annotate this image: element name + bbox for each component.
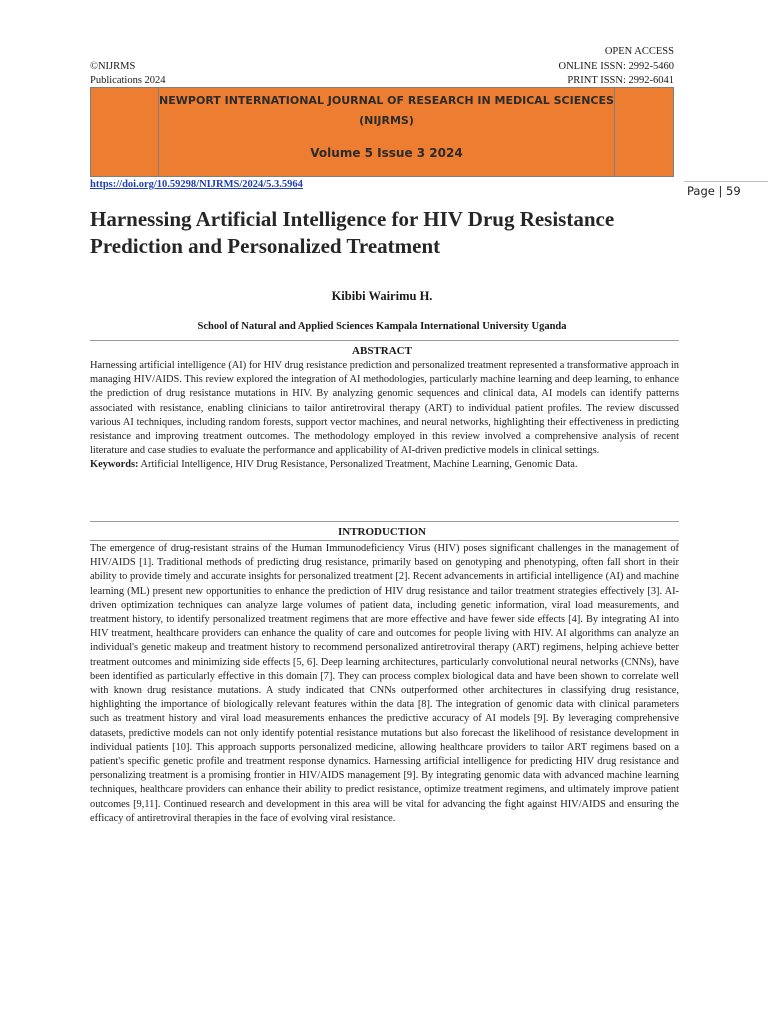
copyright-text: ©NIJRMS bbox=[90, 61, 136, 72]
volume-issue: Volume 5 Issue 3 2024 bbox=[310, 146, 463, 160]
journal-abbrev: (NIJRMS) bbox=[359, 114, 414, 127]
abstract-heading: ABSTRACT bbox=[352, 345, 412, 357]
keywords-line bbox=[90, 458, 679, 472]
keywords-text: Artificial Intelligence, HIV Drug Resistance, Personalized Treatment, Machine Learning, Genomic Data. bbox=[140, 459, 578, 471]
article-title: Harnessing Artificial Intelligence for HIV Drug Resistance Prediction and Personalized Treatment bbox=[90, 207, 615, 258]
journal-name: NEWPORT INTERNATIONAL JOURNAL OF RESEARCH IN MEDICAL SCIENCES bbox=[159, 94, 614, 107]
banner-right-cell bbox=[614, 88, 673, 176]
keywords-label: Keywords: bbox=[90, 459, 139, 471]
introduction-heading: INTRODUCTION bbox=[337, 526, 426, 538]
abstract-top-rule bbox=[90, 340, 679, 341]
abstract-bottom-rule bbox=[90, 521, 679, 522]
introduction-rule bbox=[90, 540, 679, 541]
affiliation: School of Natural and Applied Sciences Kampala International University Uganda bbox=[197, 321, 567, 332]
introduction-text: The emergence of drug-resistant strains of the Human Immunodeficiency Virus (HIV) poses significant challenges in the management of HIV/AIDS [1]. Traditional methods of predicting drug resistance, primarily based on genotyping and phenotyping, often fall short in their ability to provide timely and accurate insights for personalized treatment [2]. Recent advancements in artificial intelligence (AI) and machine learning (ML) present new opportunities to enhance the prediction of HIV drug resistance and tailor treatment strategies effectively [3]. AI-driven optimization techniques can analyze large volumes of patient data, including genetic information, viral load measurements, and treatment history, to identify personalized treatment regimens that are more effective and have fewer side effects [4]. By integrating AI into HIV treatment, healthcare providers can enhance the quality of care and outcomes for people living with HIV. AI algorithms can analyze an individual's genetic makeup and treatment history to recommend personalized antiretroviral therapy (ART) regimens, helping achieve better treatment outcomes and minimizing side effects [5, 6]. Deep learning architectures, particularly convolutional neural networks (CNNs), have been identified as particularly effective in this domain [7]. They can process complex biological data and have been shown to correlate well with known drug resistance mutations. A study indicated that CNNs outperformed other architectures in classifying drug resistance, highlighting the importance of biologically relevant features within the data [8]. The integration of genomic data with clinical parameters such as treatment history and viral load measurements enhances the predictive accuracy of AI models [9]. By leveraging comprehensive datasets, predictive models can not only identify potential resistance mutations but also forecast the likelihood of resistance development in individual patients [10]. This approach supports personalized medicine, allowing healthcare providers to tailor ART regimens based on a patient's specific genetic profile and treatment response dynamics. Harnessing artificial intelligence for predicting HIV drug resistance and personalizing treatment is a promising frontier in HIV/AIDS management [9]. By integrating genomic data with advanced machine learning techniques, healthcare providers can enhance their ability to predict resistance, optimize treatment regimens, and ultimately improve patient outcomes [9,11]. Continued research and development in this area will be vital for advancing the fight against HIV/AIDS and ensuring the efficacy of antiretroviral therapies in the face of evolving viral resistance. bbox=[90, 543, 679, 824]
abstract-text: Harnessing artificial intelligence (AI) for HIV drug resistance prediction and personalized treatment represented a transformative approach in managing HIV/AIDS. This review explored the integration of AI methodologies, particularly machine learning and deep learning, to enhance the prediction of drug resistance mutations in HIV. By analyzing genomic sequences and clinical data, AI models can identify patterns associated with resistance, enabling clinicians to tailor antiretroviral therapy (ART) to individual patient profiles. The review discussed various AI techniques, including random forests, support vector machines, and neural networks, highlighting their effectiveness in predicting resistance and improving treatment outcomes. The methodology employed in this review involved a comprehensive analysis of recent literature and case studies to evaluate the performance and applicability of AI-driven predictive models in clinical settings. bbox=[90, 360, 679, 457]
online-issn: ONLINE ISSN: 2992-5460 bbox=[558, 61, 674, 72]
page-rule bbox=[684, 181, 768, 182]
banner-left-cell bbox=[91, 88, 159, 176]
publications-text: Publications 2024 bbox=[90, 75, 166, 86]
page-number: Page | 59 bbox=[687, 184, 741, 198]
abstract-body bbox=[90, 359, 679, 473]
open-access-label: OPEN ACCESS bbox=[604, 46, 674, 57]
print-issn: PRINT ISSN: 2992-6041 bbox=[567, 75, 674, 86]
journal-banner bbox=[90, 87, 674, 177]
doi-link[interactable]: https://doi.org/10.59298/NIJRMS/2024/5.3.5964 bbox=[90, 179, 303, 190]
banner-center bbox=[158, 88, 615, 176]
author-name: Kibibi Wairimu H. bbox=[331, 289, 433, 303]
